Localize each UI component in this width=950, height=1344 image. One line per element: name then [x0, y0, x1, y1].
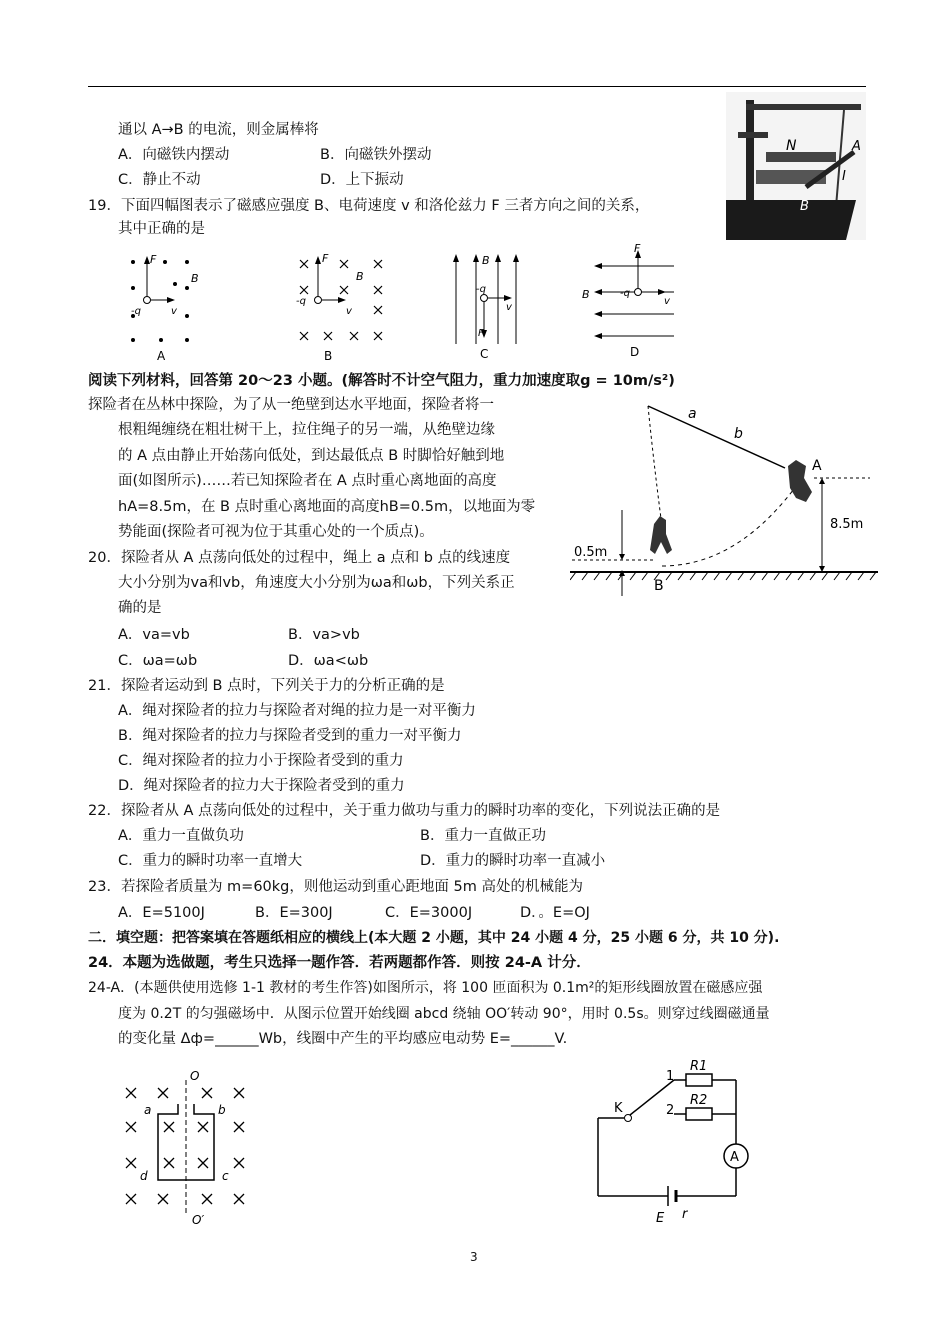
material-header: 阅读下列材料，回答第 20～23 小题。(解答时不计空气阻力，重力加速度取g = 10m/s²)	[88, 373, 675, 389]
section2-header: 二．填空题：把答案填在答题纸相应的横线上(本大题 2 小题，其中 24 小题 4 分，25 小题 6 分，共 10 分).	[88, 930, 780, 946]
q22-option-a: A．重力一直做负功	[118, 828, 244, 844]
swing-label-b: b	[734, 426, 743, 442]
q23-stem: 23．若探险者质量为 m=60kg，则他运动到重心距地面 5m 高处的机械能为	[88, 879, 583, 895]
q24a-line2: 度为 0.2T 的匀强磁场中．从图示位置开始线圈 abcd 绕轴 OO′转动 90°，用时 0.5s。则穿过线圈磁通量	[118, 1006, 770, 1022]
q23-option-a: A．E=5100J	[118, 905, 205, 921]
swing-height-b: 0.5m	[574, 545, 608, 560]
circuit-figure	[590, 1058, 780, 1226]
material-line4: 面(如图所示)……若已知探险者在 A 点时重心离地面的高度	[118, 473, 497, 489]
fig18-B: B	[800, 199, 809, 214]
q21-stem: 21．探险者运动到 B 点时，下列关于力的分析正确的是	[88, 678, 445, 694]
q19a-letter: A	[157, 349, 166, 363]
q20-option-b: B．va>vb	[288, 627, 360, 643]
q21-option-b: B．绳对探险者的拉力与探险者受到的重力一对平衡力	[118, 728, 462, 744]
q19a-F: F	[150, 253, 157, 266]
q19b-v: v	[346, 306, 352, 317]
q19b-letter: B	[324, 349, 333, 363]
q19d-v: v	[664, 296, 670, 307]
q19d-B: B	[582, 288, 590, 301]
swing-figure	[570, 396, 880, 606]
swing-label-A: A	[812, 458, 822, 474]
q20-stem-line3: 确的是	[118, 600, 162, 616]
q19-panel-a	[125, 248, 200, 366]
swing-label-a: a	[688, 406, 697, 422]
q19-stem-line2: 其中正确的是	[118, 221, 205, 237]
q24a-line3: 的变化量 Δф=______Wb，线圈中产生的平均感应电动势 E=______V.	[118, 1031, 568, 1047]
fig18-I: I	[842, 169, 846, 184]
q22-option-c: C．重力的瞬时功率一直增大	[118, 853, 303, 869]
coil-corner-a: a	[144, 1103, 152, 1117]
q24-note: 24．本题为选做题，考生只选择一题作答．若两题都作答．则按 24-A 计分．	[88, 955, 591, 971]
q20-stem-line1: 20．探险者从 A 点荡向低处的过程中，绳上 a 点和 b 点的线速度	[88, 550, 511, 566]
q21-option-c: C．绳对探险者的拉力小于探险者受到的重力	[118, 753, 404, 769]
circuit-R1: R1	[690, 1059, 708, 1074]
magnet-apparatus-figure	[726, 92, 866, 240]
q19c-F: F	[478, 328, 484, 339]
q18-option-b: B．向磁铁外摆动	[320, 147, 432, 163]
q19c-v: v	[506, 302, 512, 313]
q20-option-a: A．va=vb	[118, 627, 190, 643]
q19d-q: -q	[620, 288, 630, 299]
page-number: 3	[470, 1250, 478, 1264]
q19c-B: B	[482, 254, 490, 267]
material-line5: hA=8.5m，在 B 点时重心离地面的高度hB=0.5m，以地面为零	[118, 499, 536, 515]
circuit-pos-2: 2	[666, 1103, 675, 1118]
q22-option-d: D．重力的瞬时功率一直减小	[420, 853, 606, 869]
swing-height-a: 8.5m	[830, 517, 864, 532]
q21-option-a: A．绳对探险者的拉力与探险者对绳的拉力是一对平衡力	[118, 703, 476, 719]
header-rule	[88, 86, 866, 87]
circuit-E: E	[656, 1211, 665, 1226]
swing-label-B: B	[654, 578, 664, 594]
coil-axis-O: O	[190, 1069, 200, 1083]
coil-corner-d: d	[140, 1169, 148, 1183]
circuit-pos-1: 1	[666, 1069, 675, 1084]
circuit-switch-K: K	[614, 1101, 623, 1116]
q18-option-a: A．向磁铁内摆动	[118, 147, 230, 163]
q19-stem-line1: 19．下面四幅图表示了磁感应强度 B、电荷速度 v 和洛伦兹力 F 三者方向之间的关系，	[88, 198, 650, 214]
fig18-A: A	[852, 139, 861, 154]
q21-option-d: D．绳对探险者的拉力大于探险者受到的重力	[118, 778, 405, 794]
q19c-q: -q	[476, 284, 486, 295]
q22-option-b: B．重力一直做正功	[420, 828, 546, 844]
q22-stem: 22．探险者从 A 点荡向低处的过程中，关于重力做功与重力的瞬时功率的变化，下列说法正确的是	[88, 803, 721, 819]
fig18-N: N	[786, 138, 797, 154]
q20-option-d: D．ωa<ωb	[288, 653, 369, 669]
q19-panel-b	[296, 248, 391, 366]
circuit-r: r	[682, 1207, 688, 1222]
q19b-B: B	[356, 270, 364, 283]
q20-option-c: C．ωa=ωb	[118, 653, 198, 669]
q19a-v: v	[171, 306, 177, 317]
q24a-line1: 24-A．(本题供使用选修 1-1 教材的考生作答)如图所示，将 100 匝面积为 0.1m²的矩形线圈放置在磁感应强	[88, 980, 763, 996]
q19d-F: F	[634, 242, 641, 255]
q19a-B: B	[191, 272, 199, 285]
coil-corner-c: c	[222, 1169, 229, 1183]
coil-field-figure	[118, 1066, 268, 1226]
q19b-F: F	[322, 252, 329, 265]
material-line1: 探险者在丛林中探险，为了从一绝壁到达水平地面，探险者将一	[88, 397, 494, 413]
q19c-letter: C	[480, 347, 489, 361]
q19d-letter: D	[630, 345, 640, 359]
coil-corner-b: b	[218, 1103, 226, 1117]
q23-option-c: C．E=3000J	[385, 905, 473, 921]
q20-stem-line2: 大小分别为va和vb，角速度大小分别为ωa和ωb，下列关系正	[118, 575, 515, 591]
material-line2: 根粗绳缠绕在粗壮树干上，拉住绳子的另一端，从绝壁边缘	[118, 422, 495, 438]
coil-axis-O-prime: O′	[192, 1213, 205, 1226]
q19b-q: -q	[296, 296, 306, 307]
material-line3: 的 A 点由静止开始荡向低处，到达最低点 B 时脚恰好触到地	[118, 448, 505, 464]
material-line6: 势能面(探险者可视为位于其重心处的一个质点)。	[118, 524, 434, 540]
q18-option-d: D．上下振动	[320, 172, 404, 188]
q23-option-d: D．。E=OJ	[520, 905, 590, 921]
q19a-q: -q	[131, 306, 141, 317]
q23-option-b: B．E=300J	[255, 905, 333, 921]
circuit-ammeter: A	[730, 1150, 739, 1165]
q18-stem: 通以 A→B 的电流，则金属棒将	[118, 122, 319, 138]
circuit-R2: R2	[690, 1093, 708, 1108]
q19-panel-c	[446, 248, 526, 366]
q19-panel-d	[578, 240, 680, 362]
q18-option-c: C．静止不动	[118, 172, 201, 188]
